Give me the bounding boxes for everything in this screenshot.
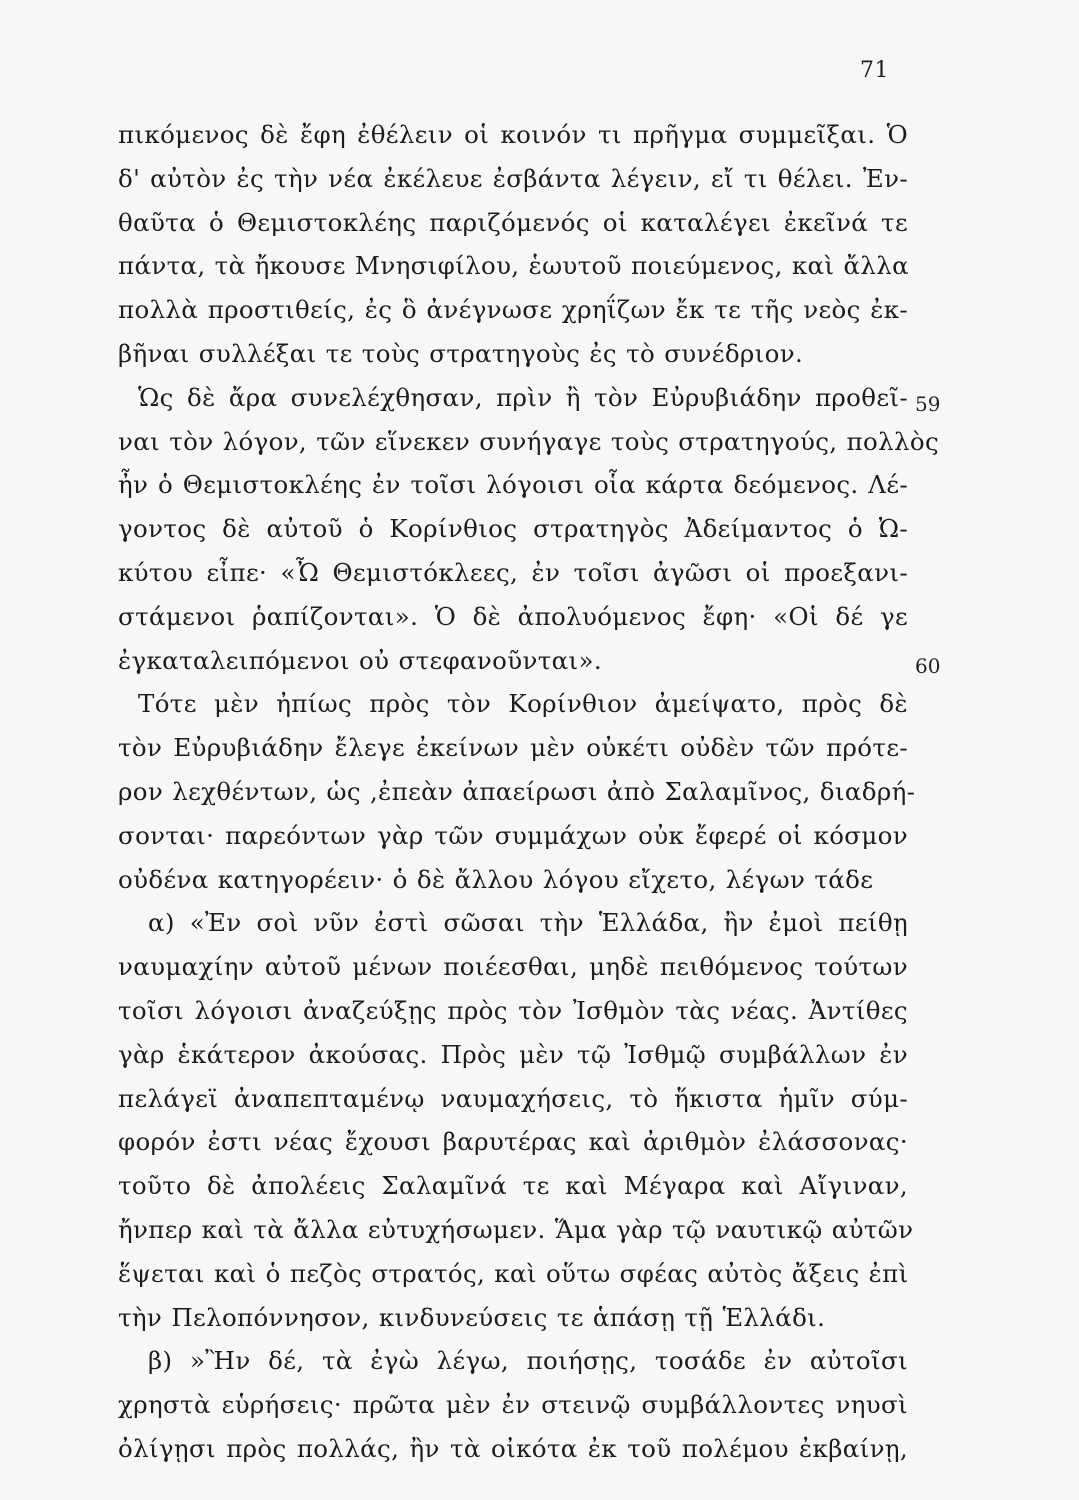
text-line: βῆναι συλλέξαι τε τοὺς στρατηγοὺς ἐς τὸ συνέδριον. xyxy=(118,338,804,368)
text-line: ἐγκαταλειπόμενοι οὐ στεφανοῦνται». xyxy=(118,645,602,675)
text-line: ναυμαχίην αὐτοῦ μένων ποιέεσθαι, μηδὲ πειθόμενος τούτων xyxy=(118,952,908,982)
text-line: τὴν Πελοπόννησον, κινδυνεύσεις τε ἁπάσῃ τῇ Ἑλλάδι. xyxy=(118,1302,826,1332)
text-line: ναι τὸν λόγον, τῶν εἵνεκεν συνήγαγε τοὺς στρατηγούς, πολλὸς xyxy=(118,426,940,456)
paragraph-start-line: Τότε μὲν ἠπίως πρὸς τὸν Κορίνθιον ἀμείψατο, πρὸς δὲ xyxy=(138,689,908,719)
text-line: στάμενοι ῥαπίζονται». Ὁ δὲ ἀπολυόμενος ἔφη· «Οἱ δέ γε xyxy=(118,601,908,631)
text-line: σονται· παρεόντων γὰρ τῶν συμμάχων οὐκ ἔφερέ οἱ κόσμον xyxy=(118,820,908,850)
text-line: ἦν ὁ Θεμιστοκλέης ἐν τοῖσι λόγοισι οἷα κάρτα δεόμενος. Λέ- xyxy=(118,470,908,500)
page-number: 71 xyxy=(860,58,889,83)
text-line: θαῦτα ὁ Θεμιστοκλέης παριζόμενός οἱ καταλέγει ἐκεῖνά τε xyxy=(118,207,908,237)
text-line: πικόμενος δὲ ἔφη ἐθέλειν οἱ κοινόν τι πρῆγμα συμμεῖξαι. Ὁ xyxy=(118,120,908,149)
text-line: τοῖσι λόγοισι ἀναζεύξῃς πρὸς τὸν Ἰσθμὸν τὰς νέας. Ἀντίθες xyxy=(118,995,908,1025)
text-line: πελάγεϊ ἀναπεπταμένῳ ναυμαχήσεις, τὸ ἥκιστα ἡμῖν σύμ- xyxy=(118,1083,908,1113)
text-line: ρον λεχθέντων, ὡς ,ἐπεὰν ἀπαείρωσι ἀπὸ Σαλαμῖνος, διαδρή- xyxy=(118,776,916,806)
text-line: τοῦτο δὲ ἀπολέεις Σαλαμῖνά τε καὶ Μέγαρα καὶ Αἴγιναν, xyxy=(118,1171,908,1201)
text-line: οὐδένα κατηγορέειν· ὁ δὲ ἄλλου λόγου εἴχετο, λέγων τάδε xyxy=(118,864,874,894)
text-line: χρηστὰ εὑρήσεις· πρῶτα μὲν ἐν στεινῷ συμβάλλοντες νηυσὶ xyxy=(118,1390,908,1420)
text-line: πολλὰ προστιθείς, ἐς ὃ ἀνέγνωσε χρηΐζων ἔκ τε τῆς νεὸς ἐκ- xyxy=(118,295,908,325)
text-line: ὀλίγῃσι πρὸς πολλάς, ἢν τὰ οἰκότα ἐκ τοῦ πολέμου ἐκβαίνῃ, xyxy=(118,1433,908,1463)
paragraph-start-line: α) «Ἐν σοὶ νῦν ἐστὶ σῶσαι τὴν Ἑλλάδα, ἢν ἐμοὶ πείθῃ xyxy=(148,908,908,938)
text-line: γὰρ ἑκάτερον ἀκούσας. Πρὸς μὲν τῷ Ἰσθμῷ συμβάλλων ἐν xyxy=(118,1039,908,1069)
text-line: δ' αὐτὸν ἐς τὴν νέα ἐκέλευε ἐσβάντα λέγειν, εἴ τι θέλει. Ἐν- xyxy=(118,163,908,193)
paragraph-start-line: β) »Ἢν δέ, τὰ ἐγὼ λέγω, ποιήσῃς, τοσάδε ἐν αὐτοῖσι xyxy=(148,1346,908,1376)
text-line: ἤνπερ καὶ τὰ ἄλλα εὐτυχήσωμεν. Ἅμα γὰρ τῷ ναυτικῷ αὐτῶν xyxy=(118,1214,914,1244)
text-line: φορόν ἐστι νέας ἔχουσι βαρυτέρας καὶ ἀριθμὸν ἐλάσσονας· xyxy=(118,1127,908,1157)
text-line: τὸν Εὐρυβιάδην ἔλεγε ἐκείνων μὲν οὐκέτι οὐδὲν τῶν πρότε- xyxy=(118,733,908,763)
text-line: κύτου εἶπε· «Ὦ Θεμιστόκλεες, ἐν τοῖσι ἀγῶσι οἱ προεξανι- xyxy=(118,557,908,587)
margin-chapter-number: 59 xyxy=(915,392,941,416)
text-line: ἕψεται καὶ ὁ πεζὸς στρατός, καὶ οὕτω σφέας αὐτὸς ἄξεις ἐπὶ xyxy=(118,1258,909,1288)
text-line: πάντα, τὰ ἤκουσε Μνησιφίλου, ἑωυτοῦ ποιεύμενος, καὶ ἄλλα xyxy=(118,251,910,281)
paragraph-start-line: Ὡς δὲ ἄρα συνελέχθησαν, πρὶν ἢ τὸν Εὐρυβιάδην προθεῖ- xyxy=(138,382,908,412)
text-line: γοντος δὲ αὐτοῦ ὁ Κορίνθιος στρατηγὸς Ἀδείμαντος ὁ Ὠ- xyxy=(118,514,908,544)
margin-chapter-number: 60 xyxy=(915,654,941,678)
